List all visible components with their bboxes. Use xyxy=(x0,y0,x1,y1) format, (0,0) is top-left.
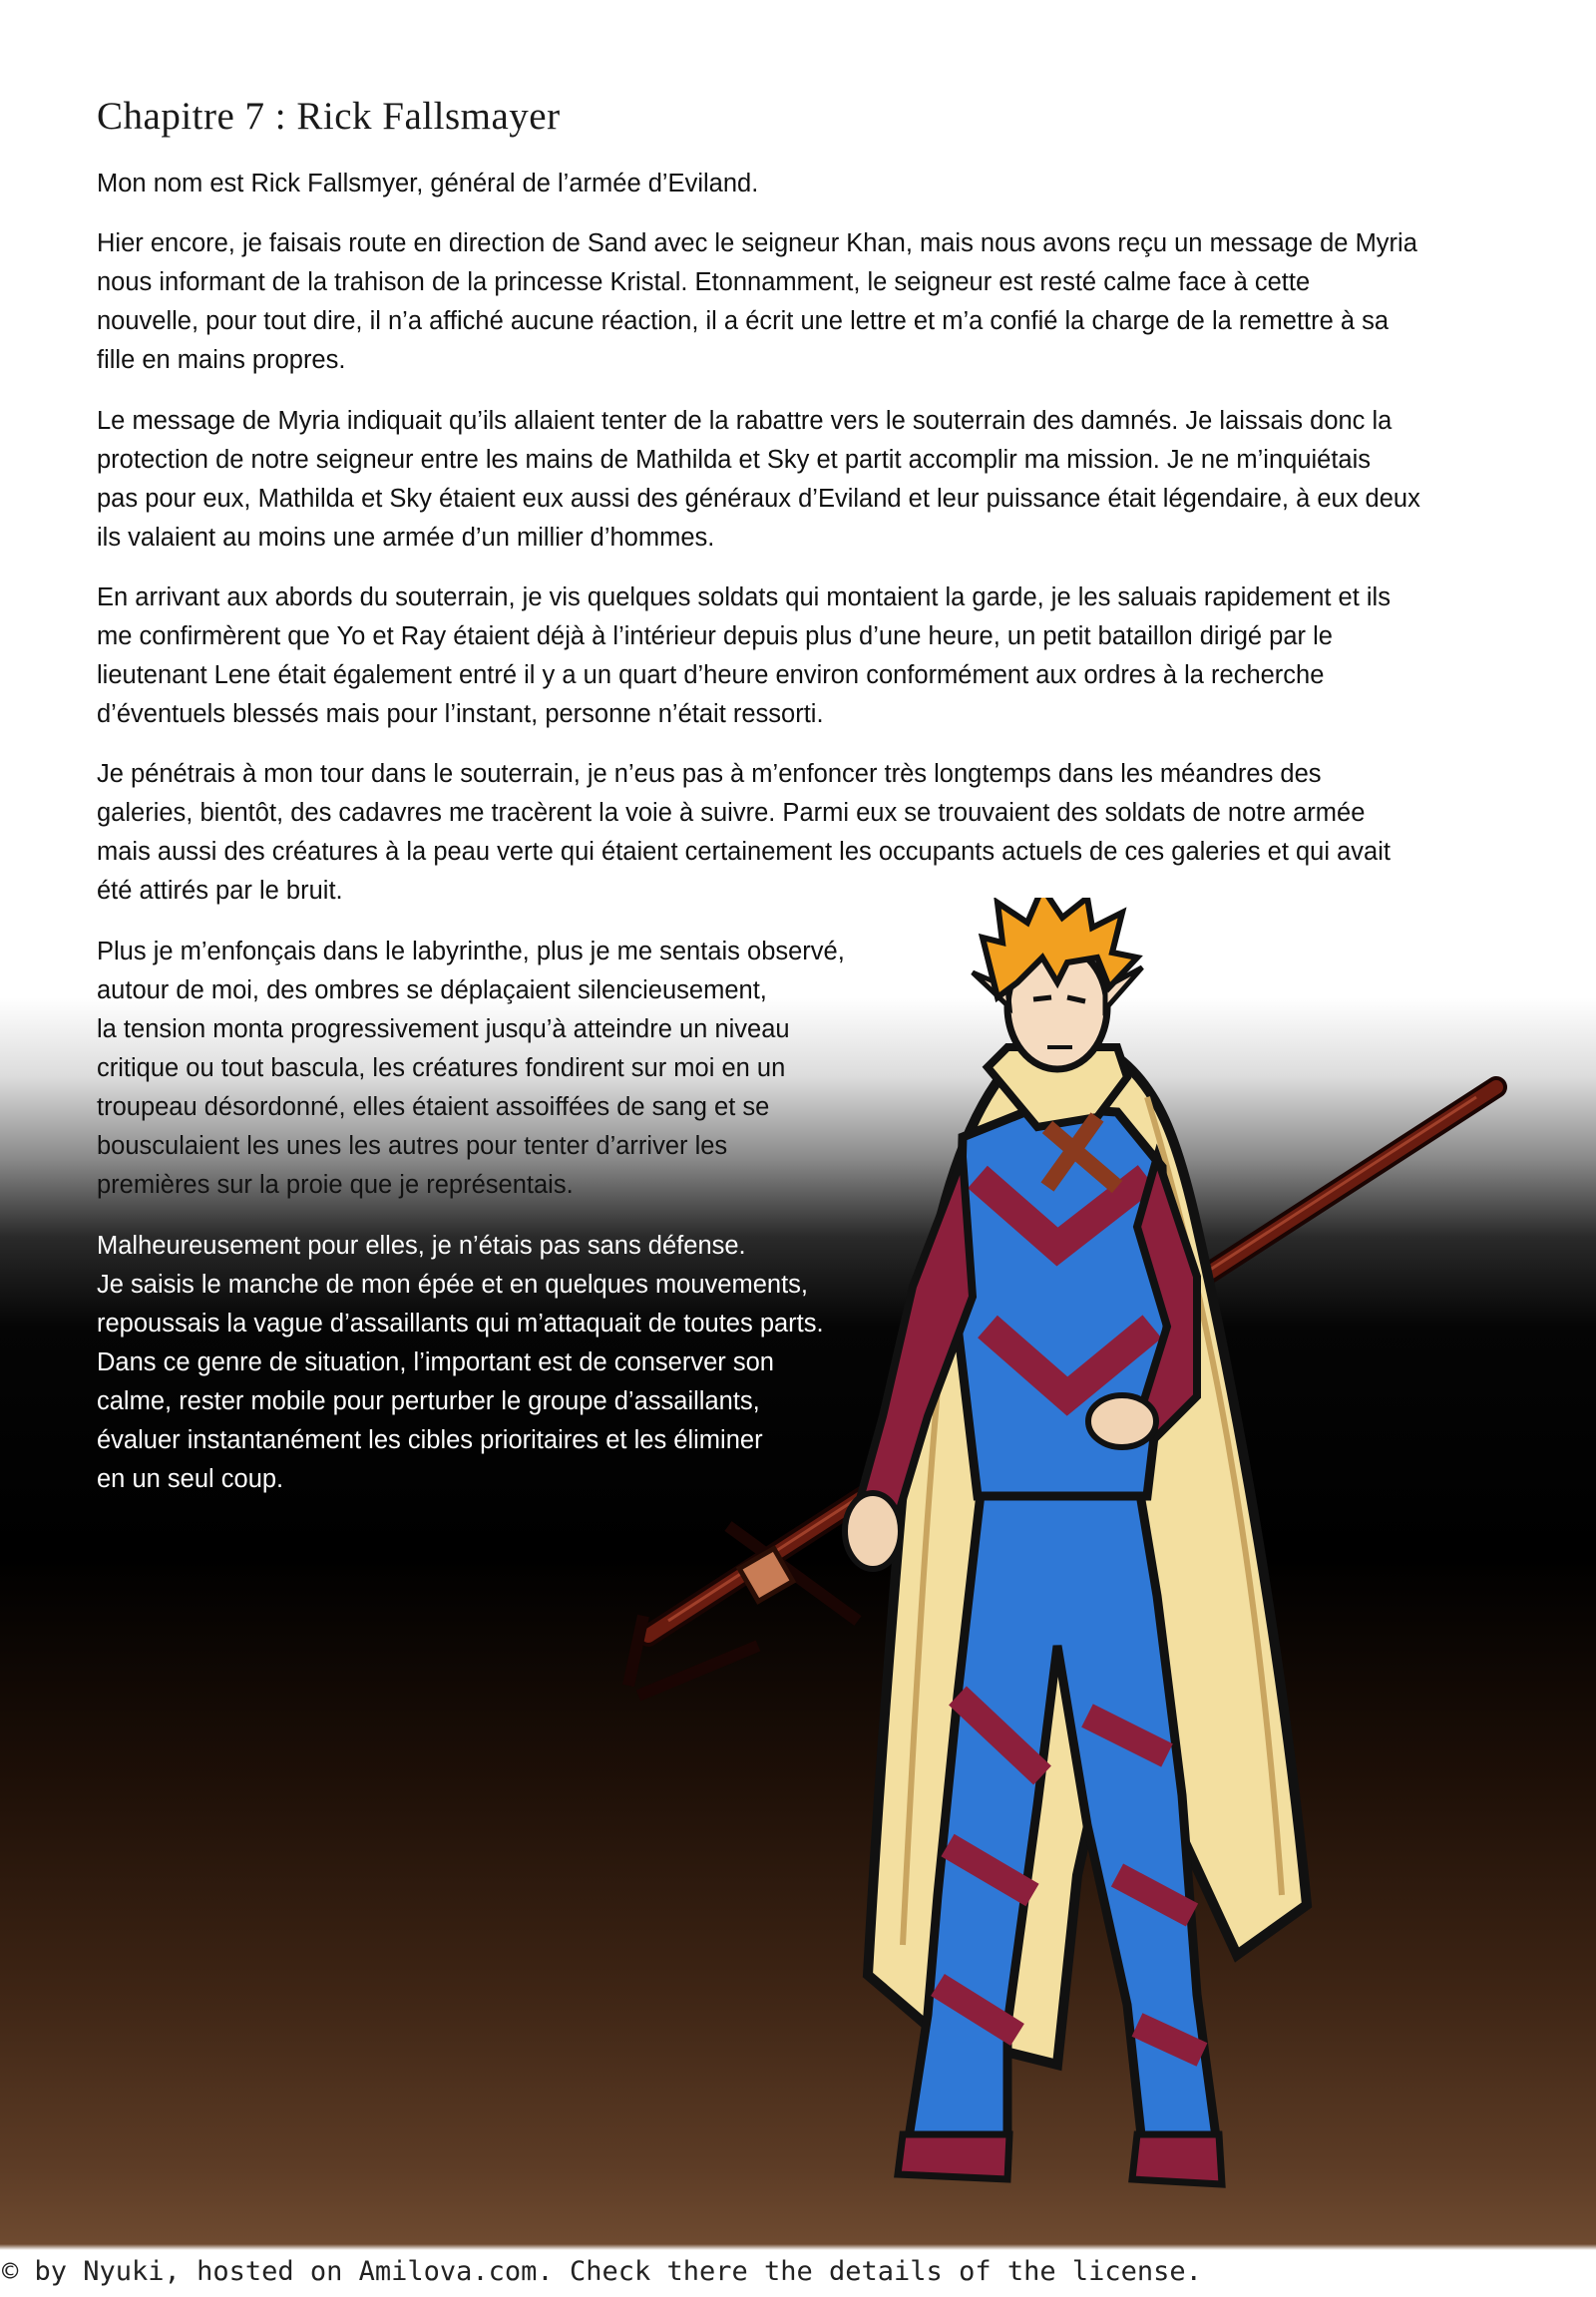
paragraph-7 xyxy=(97,1227,824,1499)
text-line: calme, rester mobile pour perturber le groupe d’assaillants, xyxy=(97,1387,760,1415)
text-line: Malheureusement pour elles, je n’étais pas sans défense. xyxy=(97,1232,746,1260)
paragraph-6 xyxy=(97,933,845,1205)
text-line: ils valaient au moins une armée d’un millier d’hommes. xyxy=(97,524,715,552)
text-line: troupeau désordonné, elles étaient assoiffées de sang et se xyxy=(97,1093,770,1121)
text-line: Je saisis le manche de mon épée et en quelques mouvements, xyxy=(97,1271,809,1299)
text-line: protection de notre seigneur entre les mains de Mathilda et Sky et partit accomplir ma mission. Je ne m’inquiétais xyxy=(97,446,1372,474)
text-line: Dans ce genre de situation, l’important est de conserver son xyxy=(97,1348,774,1376)
text-line: nouvelle, pour tout dire, il n’a affiché aucune réaction, il a écrit une lettre et m’a confié la charge de la remettre à sa xyxy=(97,307,1390,335)
text-line: mais aussi des créatures à la peau verte qui étaient certainement les occupants actuels de ces galeries et qui avait xyxy=(97,838,1391,866)
text-line: évaluer instantanément les cibles prioritaires et les éliminer xyxy=(97,1426,763,1454)
text-line: été attirés par le bruit. xyxy=(97,877,343,905)
paragraph-1 xyxy=(97,165,758,203)
text-line: premières sur la proie que je représentais. xyxy=(97,1171,574,1199)
text-line: Mon nom est Rick Fallsmyer, général de l’armée d’Eviland. xyxy=(97,170,759,197)
text-line: pas pour eux, Mathilda et Sky étaient eux aussi des généraux d’Eviland et leur puissance était légendaire, à eux deux xyxy=(97,485,1420,513)
text-line: en un seul coup. xyxy=(97,1465,284,1493)
text-line: Plus je m’enfonçais dans le labyrinthe, plus je me sentais observé, xyxy=(97,938,845,965)
text-line: fille en mains propres. xyxy=(97,346,346,374)
text-line: critique ou tout bascula, les créatures fondirent sur moi en un xyxy=(97,1054,786,1082)
text-line: d’éventuels blessés mais pour l’instant, personne n’était ressorti. xyxy=(97,700,824,728)
license-footer: © by Nyuki, hosted on Amilova.com. Check there the details of the license. xyxy=(2,2256,1202,2287)
text-line: autour de moi, des ombres se déplaçaient silencieusement, xyxy=(97,976,767,1004)
text-line: la tension monta progressivement jusqu’à atteindre un niveau xyxy=(97,1015,790,1043)
text-line: Hier encore, je faisais route en direction de Sand avec le seigneur Khan, mais nous avons reçu un message de Myria xyxy=(97,229,1417,257)
paragraph-3 xyxy=(97,402,1420,558)
text-line: En arrivant aux abords du souterrain, je vis quelques soldats qui montaient la garde, je les saluais rapidement et ils xyxy=(97,583,1391,611)
text-line: repoussais la vague d’assaillants qui m’attaquait de toutes parts. xyxy=(97,1310,824,1338)
paragraph-5 xyxy=(97,755,1391,911)
paragraph-4 xyxy=(97,578,1391,734)
text-line: galeries, bientôt, des cadavres me tracèrent la voie à suivre. Parmi eux se trouvaient des soldats de notre armée xyxy=(97,799,1366,827)
chapter-title: Chapitre 7 : Rick Fallsmayer xyxy=(97,95,561,138)
text-line: bousculaient les unes les autres pour tenter d’arriver les xyxy=(97,1132,728,1160)
paragraph-2 xyxy=(97,224,1417,380)
text-line: nous informant de la trahison de la princesse Kristal. Etonnamment, le seigneur est resté calme face à cette xyxy=(97,268,1311,296)
text-line: me confirmèrent que Yo et Ray étaient déjà à l’intérieur depuis plus d’une heure, un petit bataillon dirigé par le xyxy=(97,622,1333,650)
hair-shape xyxy=(983,898,1137,997)
text-line: lieutenant Lene était également entré il y a un quart d’heure environ conformément aux ordres à la recherche xyxy=(97,661,1325,689)
text-line: Je pénétrais à mon tour dans le souterrain, je n’eus pas à m’enfoncer très longtemps dans les méandres des xyxy=(97,760,1322,788)
hand-shape xyxy=(845,1493,901,1569)
text-line: Le message de Myria indiquait qu’ils allaient tenter de la rabattre vers le souterrain des damnés. Je laissais donc la xyxy=(97,407,1393,435)
